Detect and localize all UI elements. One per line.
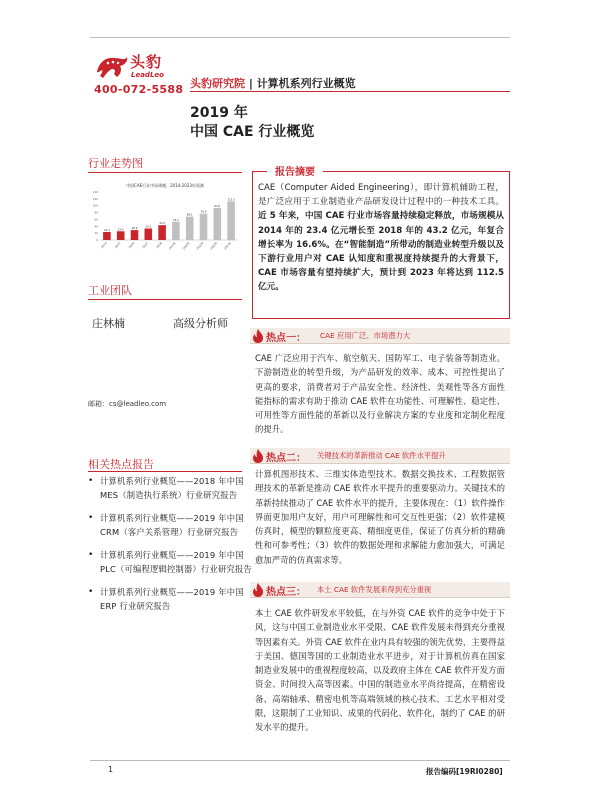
analyst-email[interactable]: 邮箱：cs@leadleo.com: [88, 400, 167, 408]
hot-topic-2-subtitle: 关键技术的革新推动 CAE 软件水平提升: [317, 451, 446, 460]
analyst-name: 庄林楠: [92, 317, 125, 330]
hot-topic-2-bar: [250, 448, 510, 464]
separator: |: [245, 77, 257, 90]
chart-bar: [200, 214, 208, 240]
y-tick-label: 20: [94, 231, 98, 236]
trend-heading: 行业走势图: [88, 157, 143, 170]
bar-value-label: 43.2: [159, 222, 165, 226]
chart-bar: [214, 208, 222, 240]
category-tick-label: 2017: [141, 241, 150, 250]
category-tick-label: 2021E: [195, 241, 205, 251]
category-tick-label: 2020E: [181, 241, 191, 251]
chart-title: 中国CAE行业市场规模，2014-2023年预测: [126, 183, 204, 188]
related-report-item[interactable]: • 计算机系列行业概览——2018 年中国 MES（制造执行系统）行业研究报告: [88, 474, 258, 502]
bar-value-label: 28.9: [131, 227, 138, 231]
header-title: [190, 75, 356, 91]
summary-intro: CAE（Computer Aided Engineering），即计算机辅助工程，是广泛应用于工业制造业产品研发设计过程中的一种技术工具。: [258, 183, 504, 208]
trend-rule: [88, 172, 242, 173]
bar-value-label: 53.2: [173, 218, 179, 222]
report-code: 报告编码[19RI0280]: [426, 767, 503, 776]
hot-topic-1-bar: [250, 328, 510, 344]
bar-value-label: 76.9: [200, 210, 207, 214]
market-size-chart: [88, 178, 242, 264]
footer-rule: [90, 760, 510, 761]
top-rule: [90, 37, 510, 38]
chart-bar: [117, 231, 125, 240]
chart-bar: [227, 201, 235, 240]
chart-bar: [158, 225, 166, 240]
brand-name: 头豹: [130, 53, 163, 71]
chart-bar: [131, 230, 139, 240]
chart-bar: [103, 232, 111, 240]
category-tick-label: 2014: [100, 241, 108, 250]
chart-bar: [145, 229, 153, 240]
summary-tab: 报告摘要: [267, 163, 323, 178]
header-rule: [190, 91, 510, 92]
page-title: 中国 CAE 行业概览: [190, 124, 315, 140]
related-report-item[interactable]: • 计算机系列行业概览——2019 年中国 CRM（客户关系管理）行业研究报告: [88, 511, 258, 539]
y-tick-label: 0: [96, 238, 98, 242]
team-heading: 工业团队: [88, 284, 132, 297]
hot-topic-2-title: 热点二：: [266, 453, 306, 464]
bar-value-label: 93.6: [214, 204, 221, 208]
leopard-logo-icon: [94, 50, 130, 80]
chart-bar: [186, 217, 194, 240]
report-year: 2019 年: [190, 105, 248, 121]
category-tick-label: 2019E: [167, 241, 177, 251]
hot-topic-3-text: 本土 CAE 软件研发水平较低，在与外资 CAE 软件的竞争中处于下风，这与中国工业制造业水平受限、CAE 软件发展未得到充分重视等因素有关。外资 CAE 软件在业内具有较强的领先优势，主要得益于美国、德国等国的工业制造业水平进步，对于计算机仿真在国家制造业发展中的重视程度较高，以及政府主体在 CAE 软件开发方面资金、时间投入高等因素。中国的制造业水平尚待提高，在精密设备、高端轴承、精密电机等高端领域的核心技术、工艺水平相对受限，这限制了工业知识、成果的代码化、软件化，制约了 CAE 的研发水平的提升。: [255, 608, 505, 733]
flame-icon: [252, 329, 264, 343]
analyst-title: 高级分析师: [173, 317, 228, 330]
bar-value-label: 33.5: [145, 225, 152, 229]
hot-topic-3-title: 热点三：: [266, 587, 306, 598]
flame-icon: [252, 583, 264, 597]
category-tick-label: 2023E: [223, 241, 232, 251]
related-heading: 相关热点报告: [88, 458, 154, 471]
category-tick-label: 2016: [127, 241, 136, 250]
brand-english: LeadLeo: [131, 71, 164, 79]
related-report-item[interactable]: • 计算机系列行业概览——2019 年中国 PLC（可编程逻辑控制器）行业研究报告: [88, 548, 258, 576]
y-tick-label: 40: [94, 224, 98, 229]
team-rule: [88, 299, 242, 300]
summary-highlight: 近 5 年来，中国 CAE 行业市场容量持续稳定释放，市场规模从 2014 年的 23.4 亿元增长至 2018 年的 43.2 亿元，年复合增长率为 16.6%。在“智能制造”所带动的制造业转型升级以及下游行业用户对 CAE 认知度和重视度持续提升的大背景下，CAE 市场容量有望持续扩大，预计到 2023 年将达到 112.5 亿元。: [258, 211, 504, 293]
flame-icon: [252, 449, 264, 463]
bar-value-label: 23.4: [104, 228, 110, 232]
bar-value-label: 112.5: [227, 198, 235, 202]
category-tick-label: 2018: [155, 241, 163, 250]
category-tick-label: 2022E: [209, 241, 219, 251]
hot-topic-1-subtitle: CAE 应用广泛、市场潜力大: [320, 331, 410, 340]
y-tick-label: 120: [92, 196, 98, 201]
related-reports-list: [88, 474, 258, 622]
hot-topic-1-text: CAE 广泛应用于汽车、航空航天、国防军工、电子装备等制造业。下游制造业的转型升级，为产品研发的效率、成本、可控性提出了更高的要求，消费者对于产品安全性、经济性、美观性等各方面性能指标的需求有助于推动 CAE 软件在功能性、可理解性、稳定性、可用性等方面性能的革新以及行业解决方案的专业度和定制化程度的提升。: [255, 353, 505, 435]
y-tick-label: 80: [94, 210, 98, 215]
y-tick-label: 140: [92, 190, 98, 194]
y-tick-label: 100: [92, 203, 98, 208]
summary-text: [258, 181, 504, 295]
hot-topic-1-title: 热点一：: [266, 333, 306, 344]
related-rule: [88, 471, 242, 472]
hot-topic-3-subtitle: 本土 CAE 软件发展来得到充分重视: [317, 585, 432, 594]
phone-number: 400-072-5588: [94, 83, 184, 96]
hot-topic-3-bar: [250, 582, 510, 598]
page-number: 1: [108, 765, 114, 774]
related-report-item[interactable]: • 计算机系列行业概览——2019 年中国 ERP 行业研究报告: [88, 585, 258, 613]
chart-bar: [172, 222, 180, 240]
bar-value-label: 25.4: [117, 228, 124, 232]
bar-value-label: 68.1: [186, 213, 193, 217]
y-tick-label: 60: [94, 217, 98, 222]
series-name: 计算机系列行业概览: [256, 77, 356, 90]
category-tick-label: 2015: [113, 241, 122, 250]
org-name: 头豹研究院: [190, 77, 245, 90]
hot-topic-2-text: 计算机图形技术、三维实体造型技术、数据交换技术、工程数据管理技术的革新是推动 CAE 软件水平提升的重要驱动力。关键技术的革新持续推动了 CAE 软件水平的提升，主要体现在：（1）软件操作界面更加用户友好，用户可理解性和可交互性更强；（2）软件建模仿真时，模型的颗粒度更高、精细度更佳，保证了仿真分析的精确性和可参考性；（3）软件的数据处理和求解能力愈加强大，可满足愈加严苛的仿真需求等。: [255, 469, 505, 565]
